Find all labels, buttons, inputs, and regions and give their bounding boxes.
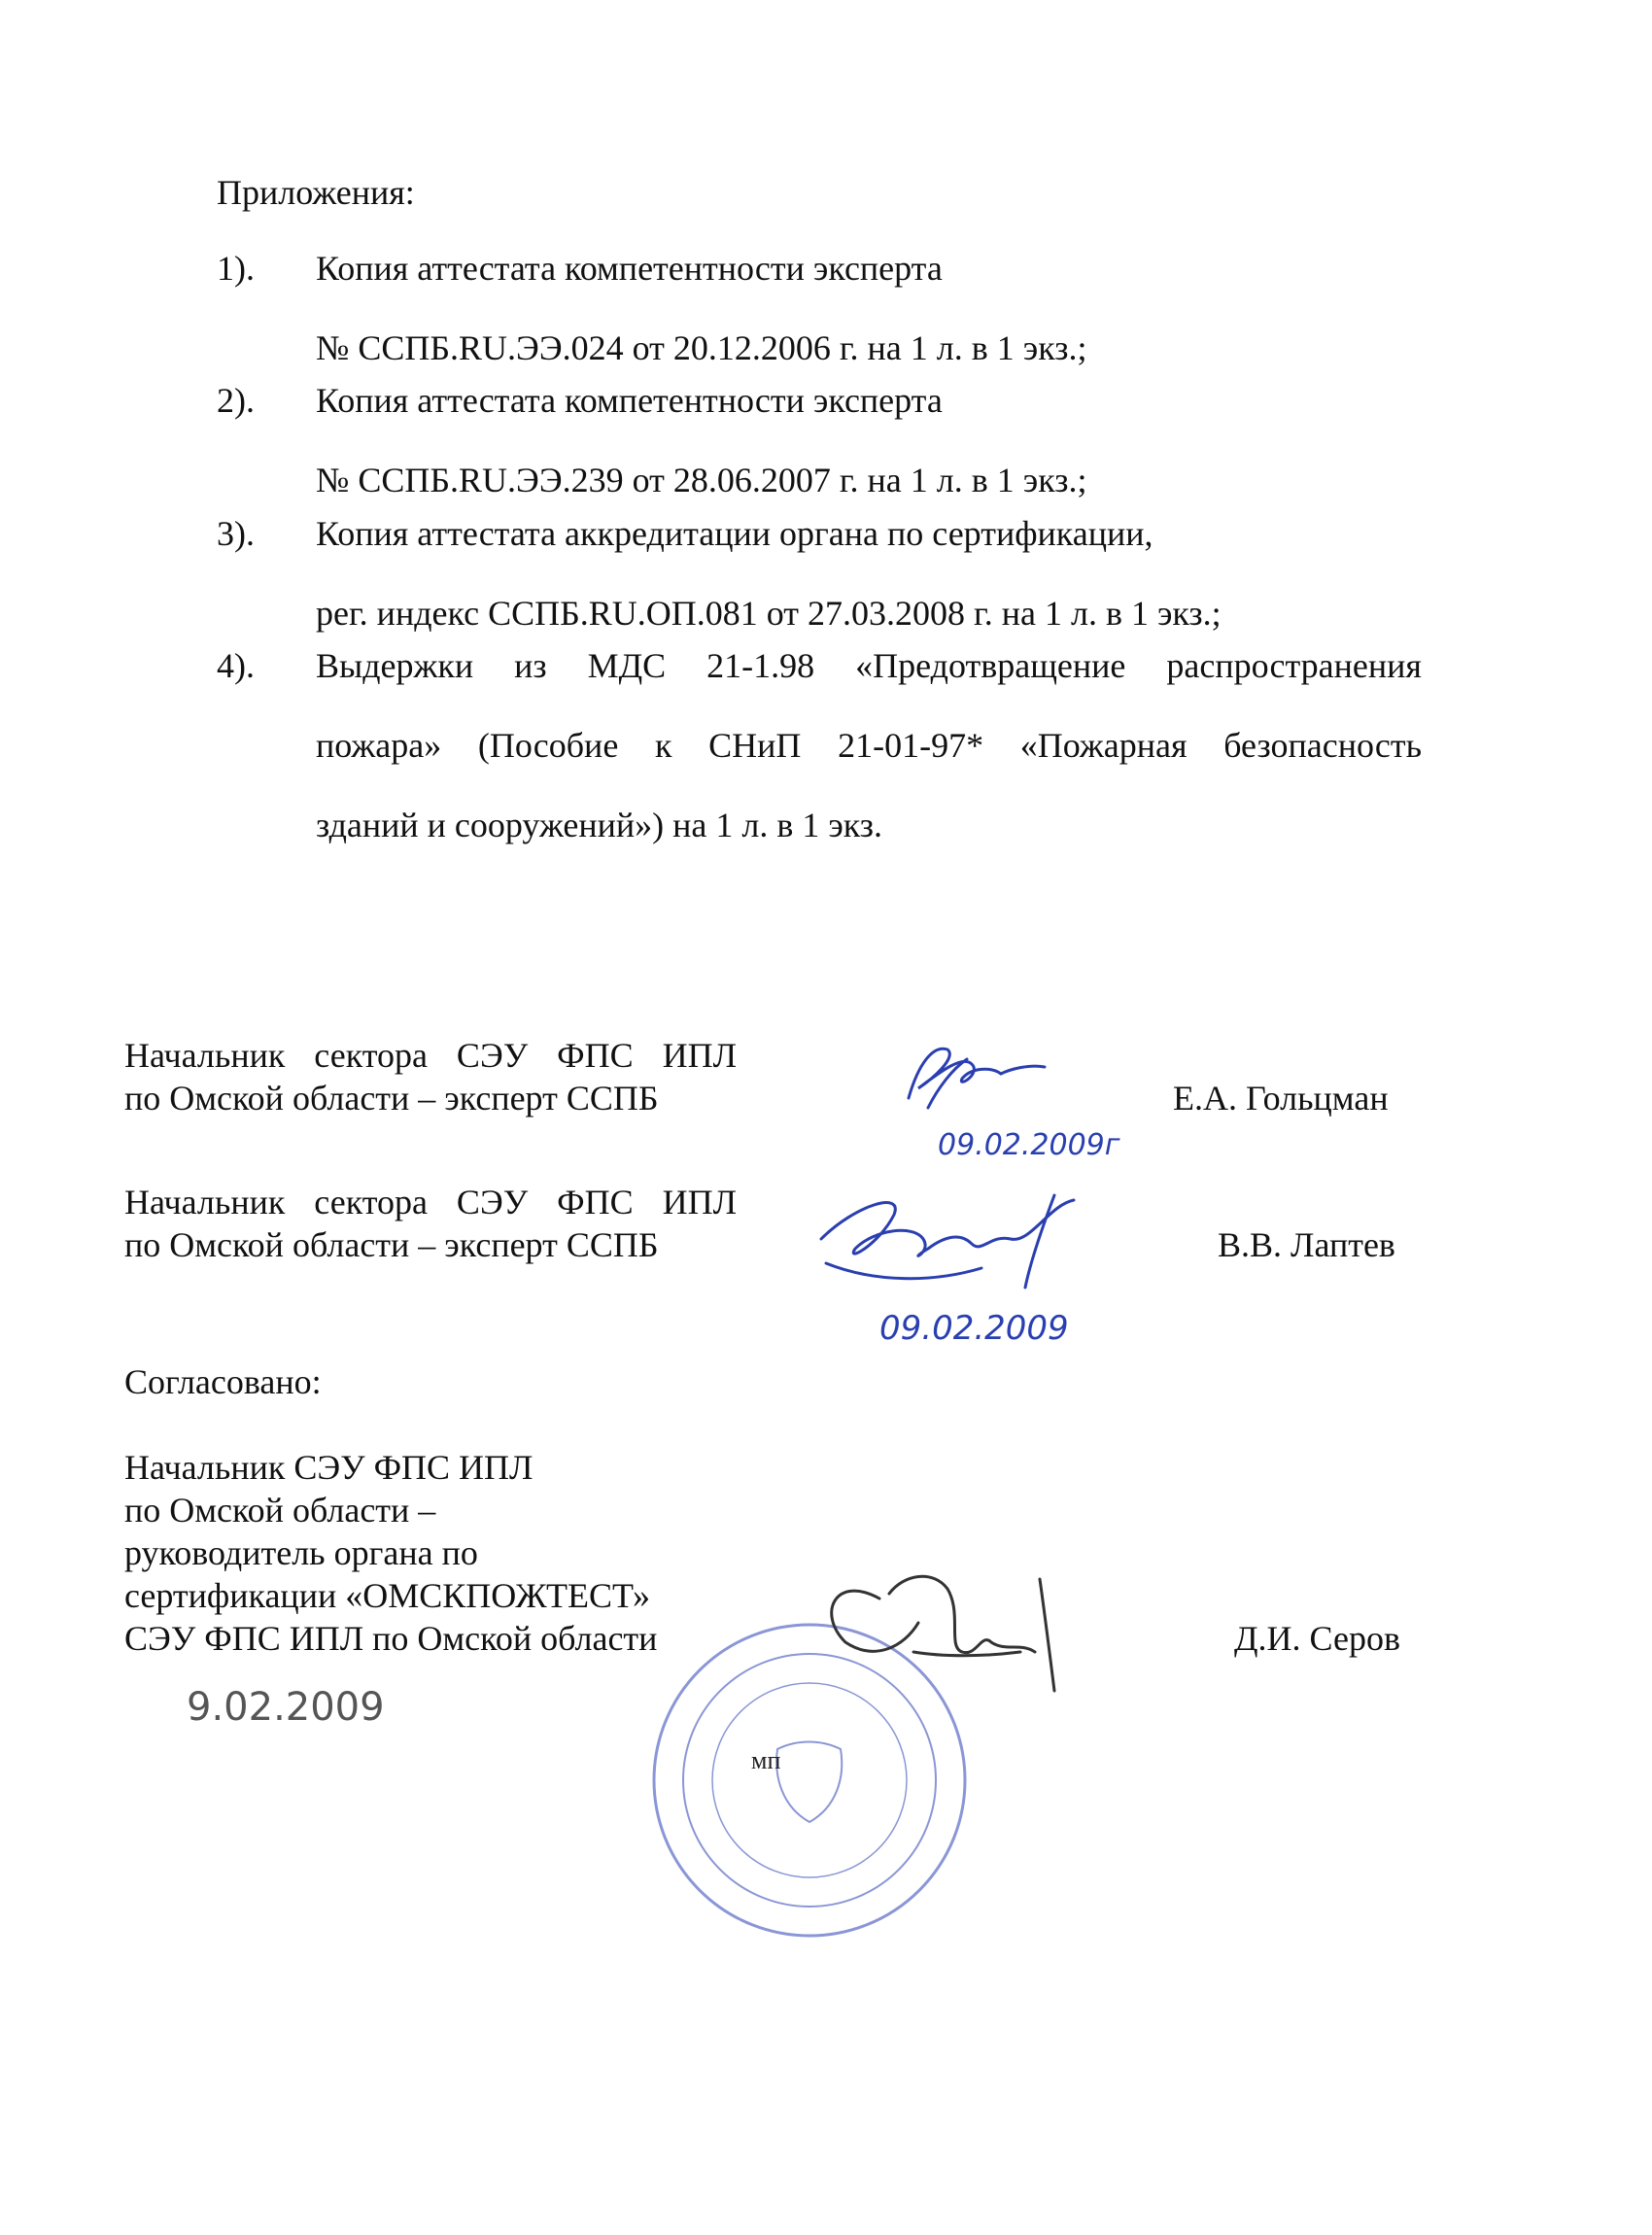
position-line: Начальник СЭУ ФПС ИПЛ bbox=[124, 1448, 533, 1487]
signer-name-3: Д.И. Серов bbox=[1234, 1619, 1400, 1658]
signer-name-1: Е.А. Гольцман bbox=[1173, 1079, 1389, 1118]
position-line: по Омской области – bbox=[124, 1491, 436, 1530]
attachment-line: № ССПБ.RU.ЭЭ.239 от 28.06.2007 г. на 1 л. в 1 экз.; bbox=[316, 461, 1087, 499]
signature-scribble-3 bbox=[832, 1576, 1054, 1691]
attachment-line: № ССПБ.RU.ЭЭ.024 от 20.12.2006 г. на 1 л. в 1 экз.; bbox=[316, 328, 1087, 367]
attachment-line: зданий и сооружений») на 1 л. в 1 экз. bbox=[316, 806, 883, 844]
handwritten-date-2: 09.02.2009 bbox=[879, 1309, 1069, 1348]
position-line: Начальник сектора СЭУ ФПС ИПЛ bbox=[124, 1183, 737, 1221]
round-stamp bbox=[654, 1625, 965, 1936]
position-line: по Омской области – эксперт ССПБ bbox=[124, 1079, 659, 1118]
attachment-number: 4). bbox=[217, 646, 255, 685]
signature-block-3 bbox=[124, 1446, 657, 1660]
position-line: Начальник сектора СЭУ ФПС ИПЛ bbox=[124, 1036, 737, 1075]
signer-name-2: В.В. Лаптев bbox=[1218, 1225, 1395, 1264]
attachment-number: 2). bbox=[217, 381, 255, 420]
attachment-line: Копия аттестата аккредитации органа по сертификации, bbox=[316, 514, 1153, 553]
signature-block-1 bbox=[124, 1034, 737, 1119]
attachment-number: 3). bbox=[217, 514, 255, 553]
position-line: СЭУ ФПС ИПЛ по Омской области bbox=[124, 1619, 658, 1658]
attachment-number: 1). bbox=[217, 249, 255, 288]
position-line: сертификации «ОМСКПОЖТЕСТ» bbox=[124, 1576, 651, 1615]
attachment-line: Копия аттестата компетентности эксперта bbox=[316, 249, 943, 288]
handwritten-date-1: 09.02.2009г bbox=[938, 1128, 1120, 1162]
stamp-place-mark: мп bbox=[751, 1746, 781, 1774]
position-line: руководитель органа по bbox=[124, 1533, 478, 1572]
attachment-line: Выдержки из МДС 21-1.98 «Предотвращение распространения bbox=[316, 646, 1422, 685]
position-line: по Омской области – эксперт ССПБ bbox=[124, 1225, 659, 1264]
attachments-title: Приложения: bbox=[217, 173, 415, 212]
attachment-line: пожара» (Пособие к СНиП 21-01-97* «Пожарная безопасность bbox=[316, 726, 1422, 765]
handwritten-date-3: 9.02.2009 bbox=[187, 1685, 385, 1730]
attachment-text bbox=[316, 626, 1422, 865]
signature-scribble-2 bbox=[821, 1195, 1074, 1288]
agreed-label: Согласовано: bbox=[124, 1362, 322, 1401]
attachment-line: рег. индекс ССПБ.RU.ОП.081 от 27.03.2008 г. на 1 л. в 1 экз.; bbox=[316, 594, 1222, 633]
signature-scribble-1 bbox=[909, 1049, 1045, 1108]
signature-block-2 bbox=[124, 1181, 737, 1266]
attachment-line: Копия аттестата компетентности эксперта bbox=[316, 381, 943, 420]
